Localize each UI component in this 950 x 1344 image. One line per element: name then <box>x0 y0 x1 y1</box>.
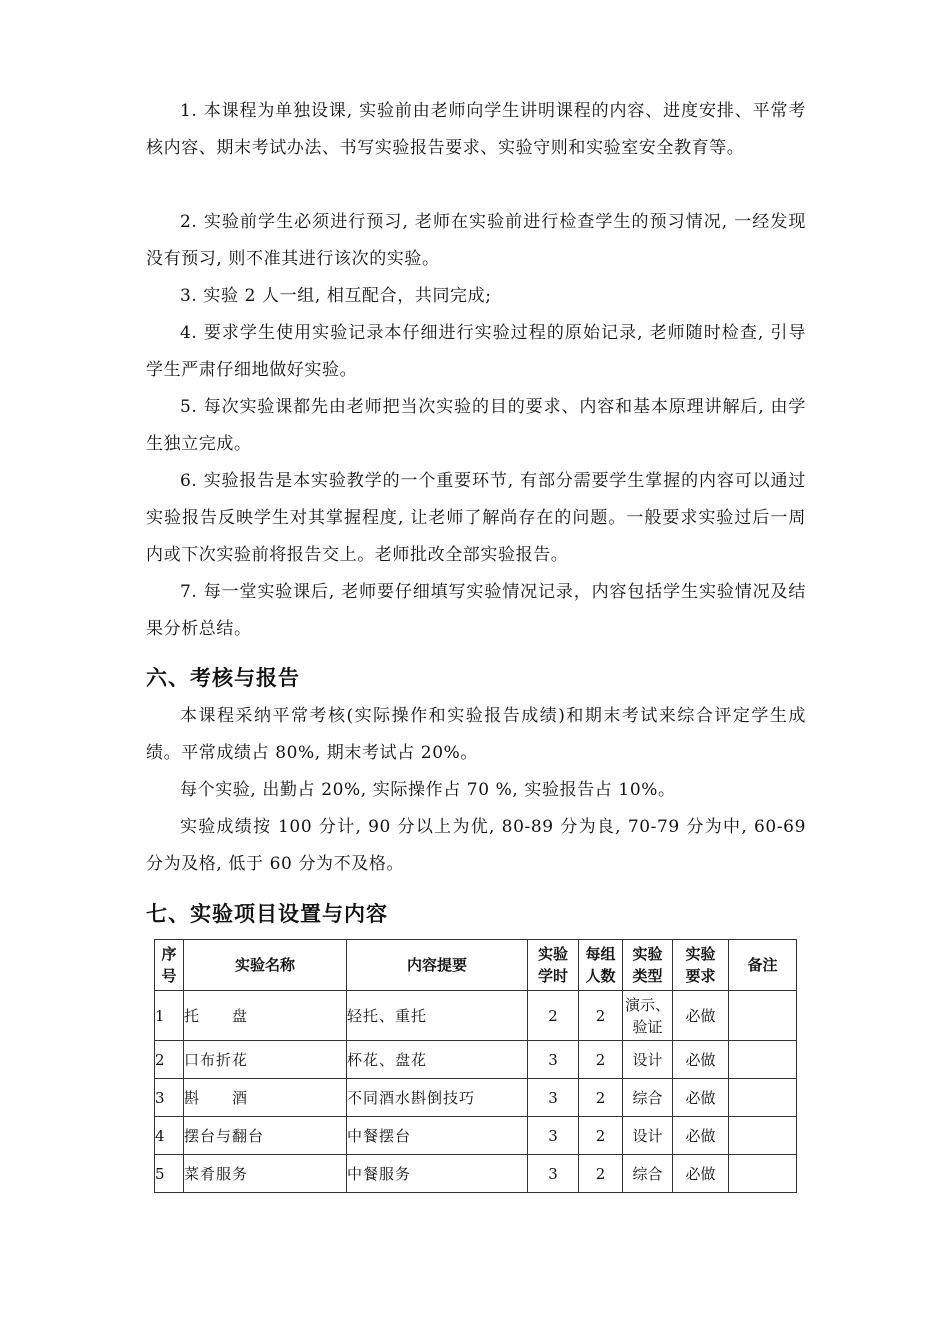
cell-name: 托 盘 <box>184 991 347 1041</box>
cell-requirement: 必做 <box>673 1117 729 1155</box>
item-1: 1. 本课程为单独设课, 实验前由老师向学生讲明课程的内容、进度安排、平常考核内容、期末考试办法、书写实验报告要求、实验守则和实验室安全教育等。 <box>146 101 806 158</box>
cell-hours: 3 <box>528 1155 579 1193</box>
section-6-heading: 六、考核与报告 <box>146 665 300 690</box>
cell-type: 综合 <box>623 1155 673 1193</box>
table-row <box>155 1079 797 1117</box>
item-5: 5. 每次实验课都先由老师把当次实验的目的要求、内容和基本原理讲解后, 由学生独立完成。 <box>146 397 806 454</box>
cell-content: 杯花、盘花 <box>347 1041 528 1079</box>
cell-content: 中餐摆台 <box>347 1117 528 1155</box>
cell-hours: 3 <box>528 1117 579 1155</box>
cell-group: 2 <box>579 1079 623 1117</box>
cell-name: 斟 酒 <box>184 1079 347 1117</box>
cell-type: 综合 <box>623 1079 673 1117</box>
section-7-heading: 七、实验项目设置与内容 <box>146 901 388 926</box>
cell-note <box>729 1041 797 1079</box>
header-name: 实验名称 <box>184 940 347 991</box>
attendance-paragraph: 每个实验, 出勤占 20%, 实际操作占 70 %, 实验报告占 10%。 <box>180 780 676 800</box>
cell-requirement: 必做 <box>673 1155 729 1193</box>
cell-content: 中餐服务 <box>347 1155 528 1193</box>
item-3: 3. 实验 2 人一组, 相互配合，共同完成; <box>180 286 492 306</box>
grading-paragraph: 实验成绩按 100 分计, 90 分以上为优, 80-89 分为良, 70-79 分为中, 60-69 分为及格, 低于 60 分为不及格。 <box>146 817 806 874</box>
cell-no: 2 <box>155 1041 184 1079</box>
table-row <box>155 1117 797 1155</box>
table-header-row <box>155 940 797 991</box>
table-row <box>155 1041 797 1079</box>
table-row <box>155 1155 797 1193</box>
cell-note <box>729 991 797 1041</box>
header-no: 序 号 <box>155 940 184 991</box>
cell-name: 菜肴服务 <box>184 1155 347 1193</box>
assessment-paragraph: 本课程采纳平常考核(实际操作和实验报告成绩)和期末考试来综合评定学生成绩。平常成绩占 80%, 期末考试占 20%。 <box>146 706 806 763</box>
cell-requirement: 必做 <box>673 1041 729 1079</box>
cell-hours: 2 <box>528 991 579 1041</box>
header-content: 内容提要 <box>347 940 528 991</box>
cell-requirement: 必做 <box>673 1079 729 1117</box>
header-type: 实验 类型 <box>623 940 673 991</box>
item-6: 6. 实验报告是本实验教学的一个重要环节, 有部分需要学生掌握的内容可以通过实验报告反映学生对其掌握程度, 让老师了解尚存在的问题。一般要求实验过后一周内或下次实验前将报告交上。老师批改全部实验报告。 <box>146 471 806 565</box>
cell-name: 摆台与翻台 <box>184 1117 347 1155</box>
cell-group: 2 <box>579 1155 623 1193</box>
cell-no: 1 <box>155 991 184 1041</box>
item-4: 4. 要求学生使用实验记录本仔细进行实验过程的原始记录, 老师随时检查, 引导学生严肃仔细地做好实验。 <box>146 323 806 380</box>
item-2: 2. 实验前学生必须进行预习, 老师在实验前进行检查学生的预习情况, 一经发现没有预习, 则不准其进行该次的实验。 <box>146 212 806 269</box>
cell-no: 3 <box>155 1079 184 1117</box>
cell-name: 口布折花 <box>184 1041 347 1079</box>
cell-no: 5 <box>155 1155 184 1193</box>
cell-content: 不同酒水斟倒技巧 <box>347 1079 528 1117</box>
cell-type: 设计 <box>623 1041 673 1079</box>
cell-type: 演示、 验证 <box>623 991 673 1041</box>
cell-note <box>729 1117 797 1155</box>
table-row <box>155 991 797 1041</box>
cell-note <box>729 1155 797 1193</box>
cell-type: 设计 <box>623 1117 673 1155</box>
cell-group: 2 <box>579 991 623 1041</box>
cell-hours: 3 <box>528 1079 579 1117</box>
cell-hours: 3 <box>528 1041 579 1079</box>
header-group: 每组 人数 <box>579 940 623 991</box>
cell-no: 4 <box>155 1117 184 1155</box>
cell-group: 2 <box>579 1117 623 1155</box>
header-note: 备注 <box>729 940 797 991</box>
experiment-table <box>154 939 797 1193</box>
cell-content: 轻托、重托 <box>347 991 528 1041</box>
cell-group: 2 <box>579 1041 623 1079</box>
item-7: 7. 每一堂实验课后, 老师要仔细填写实验情况记录，内容包括学生实验情况及结果分析总结。 <box>146 582 806 639</box>
cell-requirement: 必做 <box>673 991 729 1041</box>
header-hours: 实验 学时 <box>528 940 579 991</box>
header-requirement: 实验 要求 <box>673 940 729 991</box>
cell-note <box>729 1079 797 1117</box>
